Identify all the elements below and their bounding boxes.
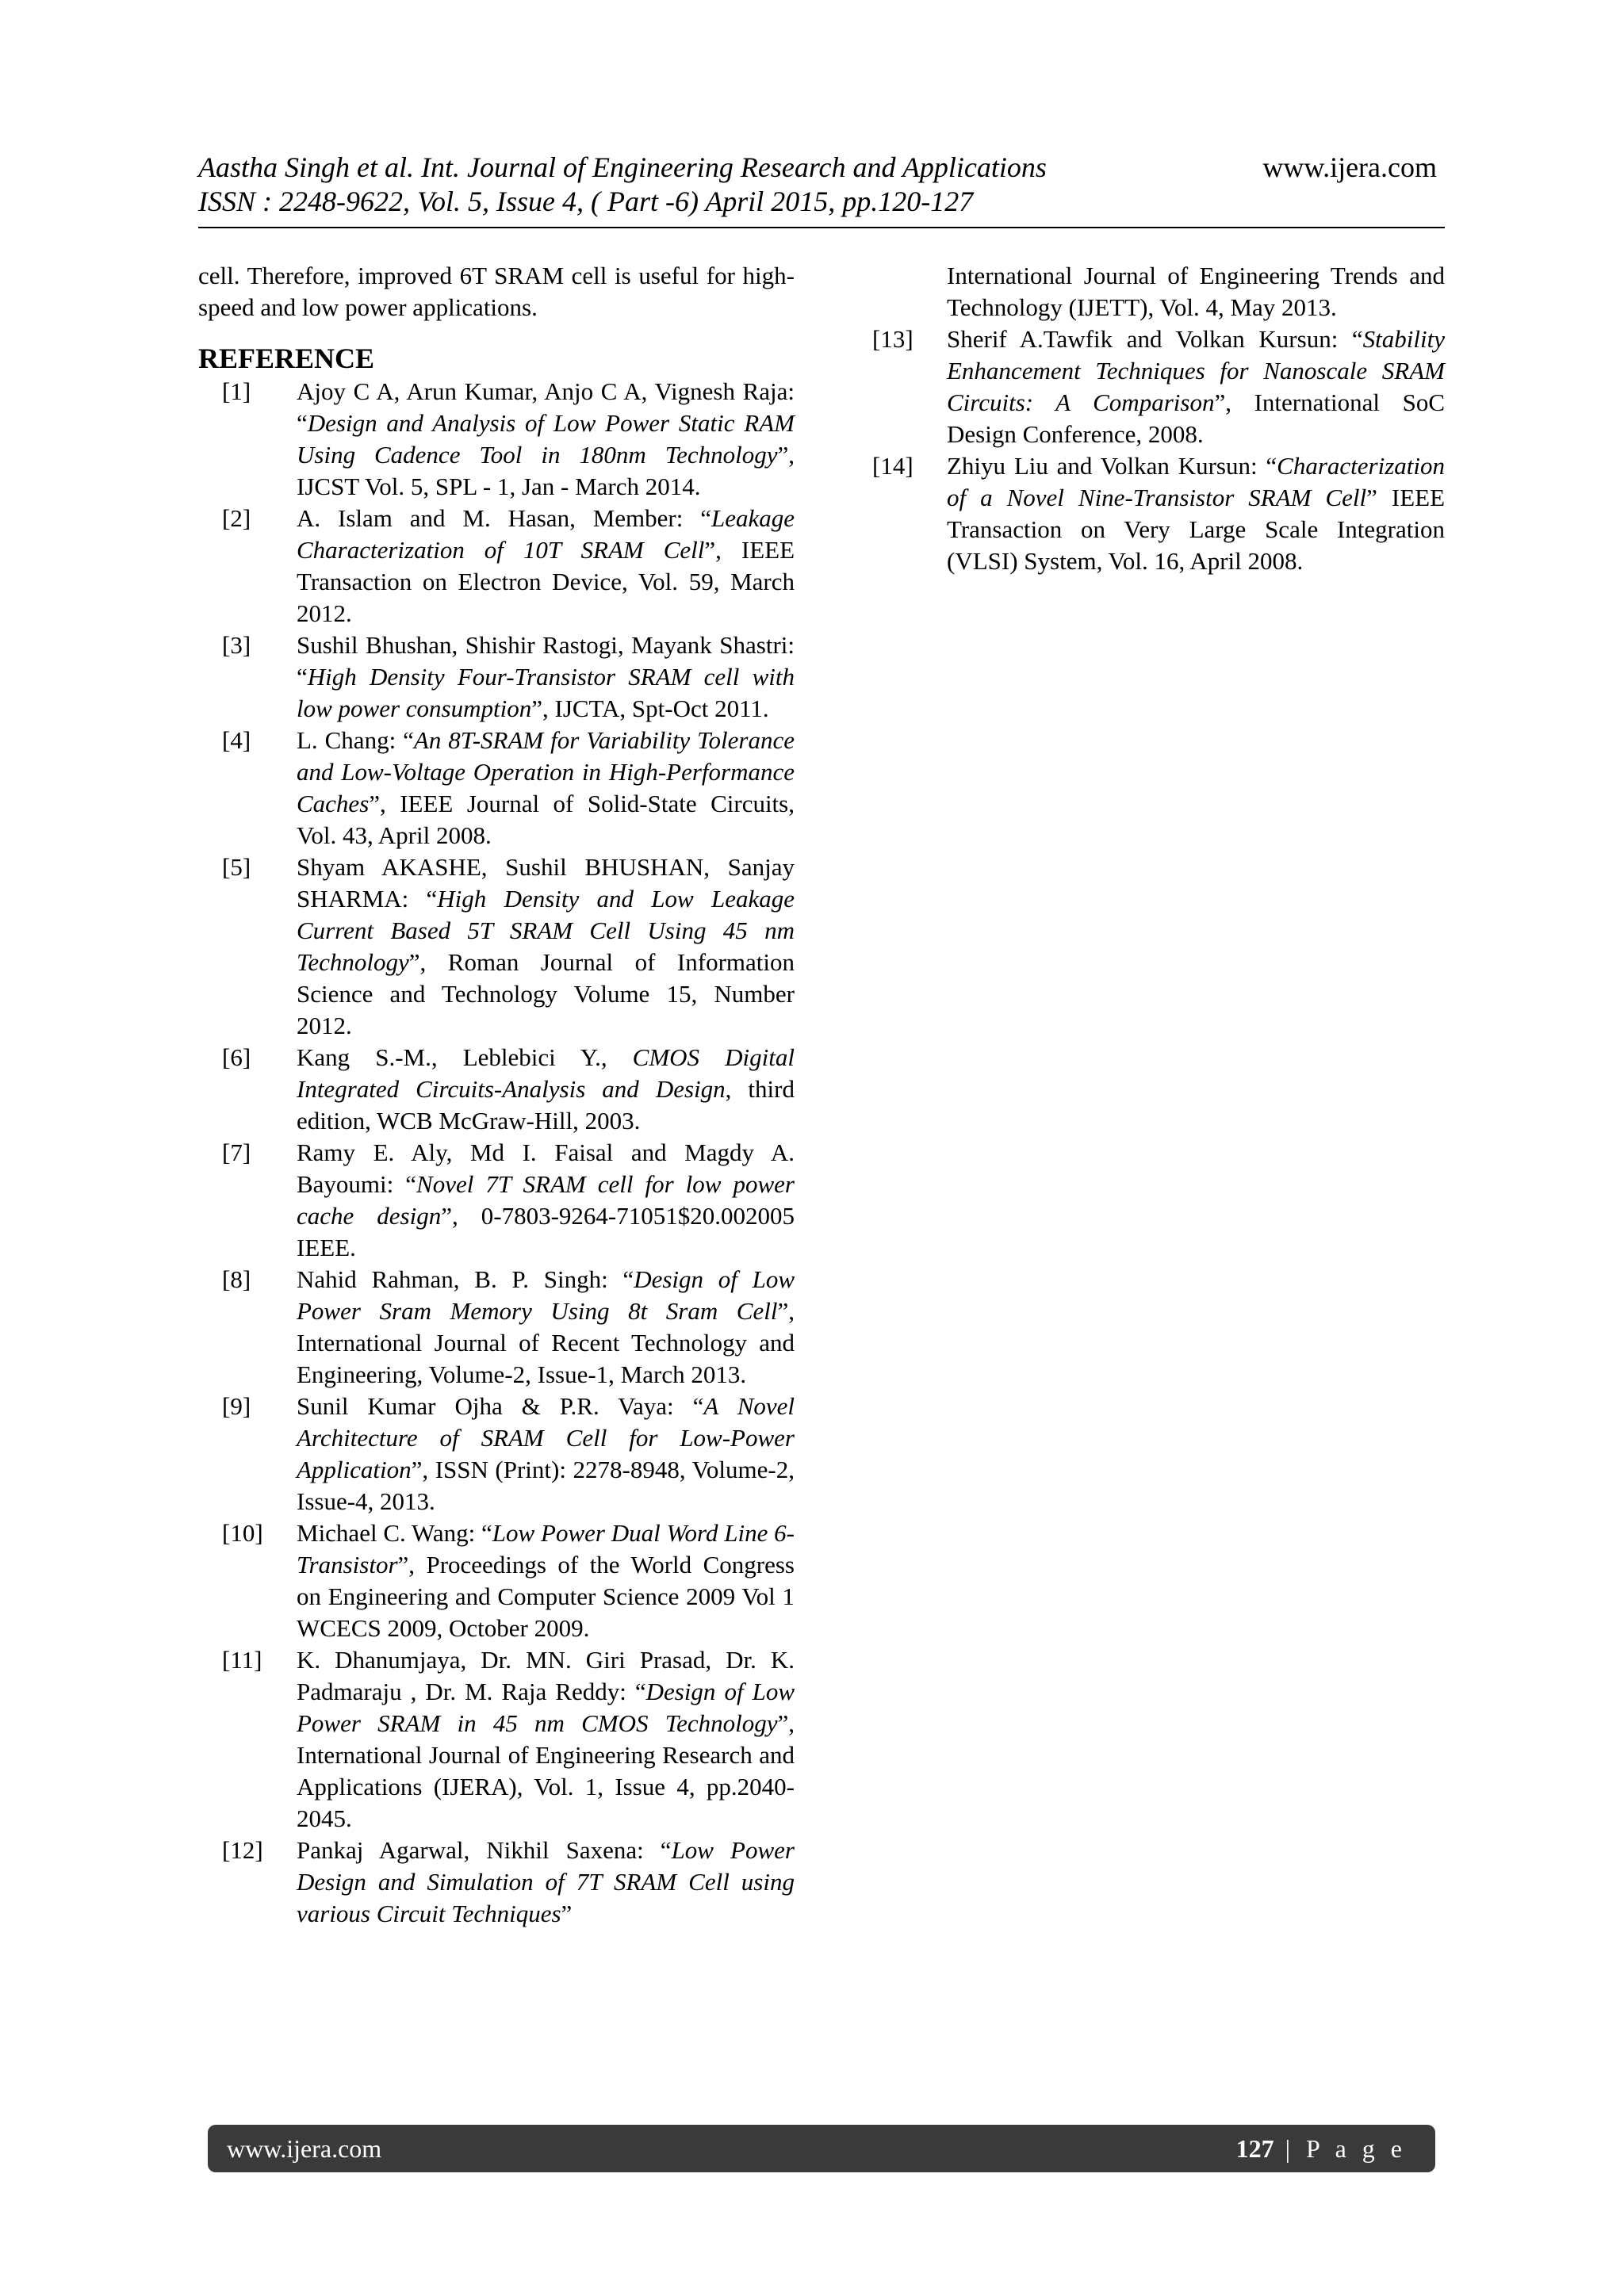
reference-title: CMOS Digital Integrated Circuits-Analysis and Design (297, 1043, 795, 1103)
reference-text (297, 629, 795, 725)
right-column (872, 260, 1445, 577)
reference-number: [1] (222, 377, 251, 405)
reference-source: ”, International Journal of Recent Technology and Engineering, Volume-2, Issue-1, March 2013. (297, 1297, 795, 1388)
reference-list-continued (872, 323, 1445, 577)
reference-text (297, 1137, 795, 1264)
header-website: www.ijera.com (1262, 151, 1437, 183)
reference-number: [11] (222, 1646, 262, 1674)
reference-authors: Shyam AKASHE, Sushil BHUSHAN, Sanjay SHARMA: “ (297, 853, 795, 913)
reference-number: [7] (222, 1138, 251, 1166)
reference-authors: Sushil Bhushan, Shishir Rastogi, Mayank Shastri: “ (297, 631, 795, 691)
reference-source: ”, 0-7803-9264-71051$20.002005 IEEE. (297, 1202, 795, 1261)
reference-authors: L. Chang: “ (297, 726, 414, 754)
reference-item (198, 1042, 795, 1137)
reference-authors: Sunil Kumar Ojha & P.R. Vaya: “ (297, 1392, 704, 1420)
reference-authors: Zhiyu Liu and Volkan Kursun: “ (947, 452, 1277, 480)
reference-authors: Ramy E. Aly, Md I. Faisal and Magdy A. Bayoumi: “ (297, 1138, 795, 1198)
reference-number: [5] (222, 853, 251, 881)
reference-text (297, 1835, 795, 1930)
reference-item (198, 1264, 795, 1391)
reference-number: [3] (222, 631, 251, 659)
reference-text (297, 376, 795, 503)
reference-title: Characterization of a Novel Nine-Transistor SRAM Cell (947, 452, 1445, 511)
reference-number: [9] (222, 1392, 251, 1420)
reference-source: ”, Roman Journal of Information Science and Technology Volume 15, Number 2012. (297, 948, 795, 1039)
intro-paragraph: cell. Therefore, improved 6T SRAM cell is useful for high-speed and low power applications. (198, 262, 795, 321)
header-journal-line: Aastha Singh et al. Int. Journal of Engineering Research and Applications (198, 151, 1047, 183)
reference-authors: Ajoy C A, Arun Kumar, Anjo C A, Vignesh Raja: “ (297, 377, 795, 437)
reference-text (297, 1042, 795, 1137)
reference-text (947, 450, 1445, 577)
reference-source: , third edition, WCB McGraw-Hill, 2003. (297, 1075, 795, 1135)
reference-number: [8] (222, 1265, 251, 1293)
reference-list (198, 376, 795, 1930)
reference-authors: Pankaj Agarwal, Nikhil Saxena: “ (297, 1836, 672, 1864)
reference-source: ”, IJCTA, Spt-Oct 2011. (531, 695, 769, 722)
header-issn-line: ISSN : 2248-9622, Vol. 5, Issue 4, ( Part -6) April 2015, pp.120-127 (198, 186, 974, 217)
page-footer (208, 2125, 1435, 2172)
reference-title: Design and Analysis of Low Power Static RAM Using Cadence Tool in 180nm Technology (297, 409, 795, 469)
reference-item (872, 323, 1445, 450)
reference-text (297, 1391, 795, 1517)
reference-text (297, 1264, 795, 1391)
reference-authors: Nahid Rahman, B. P. Singh: “ (297, 1265, 634, 1293)
reference-title: High Density and Low Leakage Current Based 5T SRAM Cell Using 45 nm Technology (297, 885, 795, 976)
reference-number: [6] (222, 1043, 251, 1071)
reference-item (872, 450, 1445, 577)
reference-text (297, 851, 795, 1042)
reference-source: ”, IEEE Transaction on Electron Device, Vol. 59, March 2012. (297, 536, 795, 627)
reference-title: Design of Low Power SRAM in 45 nm CMOS Technology (297, 1678, 795, 1737)
reference-item (198, 1137, 795, 1264)
reference-source: ” IEEE Transaction on Very Large Scale Integration (VLSI) System, Vol. 16, April 2008. (947, 484, 1446, 575)
reference-number: [2] (222, 504, 251, 532)
reference-title: Design of Low Power Sram Memory Using 8t Sram Cell (297, 1265, 795, 1325)
reference-source: ”, ISSN (Print): 2278-8948, Volume-2, Issue-4, 2013. (297, 1456, 795, 1515)
reference-text (297, 1644, 795, 1835)
reference-item (198, 725, 795, 851)
reference-item (198, 503, 795, 629)
reference-title: Low Power Dual Word Line 6-Transistor (297, 1519, 795, 1578)
page-number: 127 (1235, 2133, 1274, 2163)
reference-source: ”, Proceedings of the World Congress on Engineering and Computer Science 2009 Vol 1 WCECS 2009, October 2009. (297, 1551, 795, 1642)
reference-number: [12] (222, 1836, 263, 1864)
reference-title: Low Power Design and Simulation of 7T SRAM Cell using various Circuit Techniques (297, 1836, 795, 1927)
reference-item (198, 1835, 795, 1930)
reference-source: ”, IEEE Journal of Solid-State Circuits, Vol. 43, April 2008. (297, 790, 795, 849)
reference-item (198, 629, 795, 725)
reference-authors: A. Islam and M. Hasan, Member: “ (297, 504, 711, 532)
reference-item (198, 1391, 795, 1517)
reference-text (297, 503, 795, 629)
reference-title: Novel 7T SRAM cell for low power cache design (297, 1170, 795, 1230)
reference-12-continuation: International Journal of Engineering Trends and Technology (IJETT), Vol. 4, May 2013. (947, 262, 1445, 321)
reference-authors: Michael C. Wang: “ (297, 1519, 492, 1547)
reference-source: ”, IJCST Vol. 5, SPL - 1, Jan - March 2014. (297, 441, 795, 500)
running-header (198, 151, 1445, 219)
reference-authors: Sherif A.Tawfik and Volkan Kursun: “ (947, 325, 1363, 353)
reference-source: ”, International Journal of Engineering Research and Applications (IJERA), Vol. 1, Issue 4, pp.2040-2045. (297, 1709, 795, 1832)
footer-website: www.ijera.com (227, 2133, 382, 2163)
reference-heading: REFERENCE (198, 342, 375, 374)
reference-number: [13] (872, 325, 914, 353)
reference-number: [4] (222, 726, 251, 754)
reference-authors: Kang S.-M., Leblebici Y., (297, 1043, 633, 1071)
reference-title: A Novel Architecture of SRAM Cell for Low-Power Application (297, 1392, 795, 1483)
page-separator: | (1274, 2133, 1306, 2163)
reference-authors: K. Dhanumjaya, Dr. MN. Giri Prasad, Dr. K. Padmaraju , Dr. M. Raja Reddy: “ (297, 1646, 795, 1705)
reference-number: [14] (872, 452, 914, 480)
page-word: P a g e (1305, 2133, 1407, 2163)
reference-title: An 8T-SRAM for Variability Tolerance and Low-Voltage Operation in High-Performance Caches (297, 726, 795, 817)
reference-item (198, 851, 795, 1042)
left-column (198, 260, 795, 1930)
reference-title: Stability Enhancement Techniques for Nanoscale SRAM Circuits: A Comparison (947, 325, 1445, 416)
reference-item (198, 376, 795, 503)
reference-text (297, 725, 795, 851)
page-number-label (1236, 2134, 1407, 2164)
reference-title: Leakage Characterization of 10T SRAM Cell (297, 504, 795, 564)
reference-text (947, 323, 1445, 450)
reference-item (198, 1644, 795, 1835)
reference-text (297, 1517, 795, 1644)
reference-number: [10] (222, 1519, 263, 1547)
reference-source: ” (561, 1900, 573, 1927)
reference-title: High Density Four-Transistor SRAM cell with low power consumption (297, 663, 795, 722)
reference-source: ”, International SoC Design Conference, 2008. (947, 388, 1445, 448)
header-divider (198, 227, 1445, 228)
reference-item (198, 1517, 795, 1644)
